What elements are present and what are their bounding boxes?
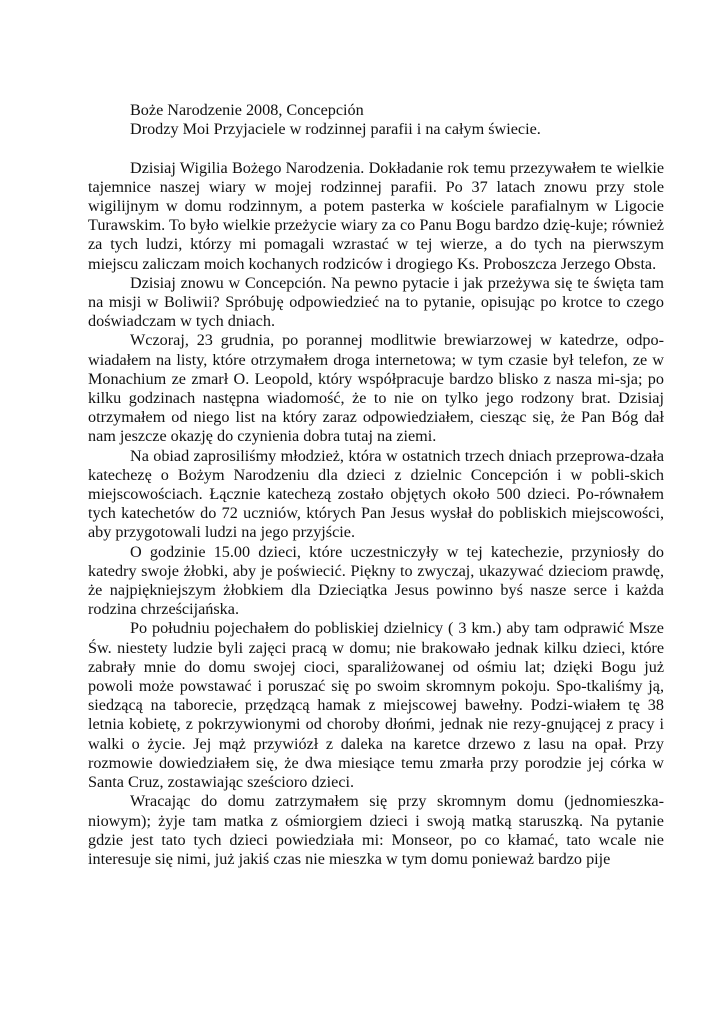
paragraph-wigilia: Dzisiaj Wigilia Bożego Narodzenia. Dokładanie rok temu przezywałem te wielkie tajemnice naszej wiary w mojej rodzinnej parafii. Po 37 latach znowu przy stole wigilijnym w domu rodzinnym, a potem pasterka w kościele parafialnym w Ligocie Turawskim. To było wielkie przeżycie wiary za co Panu Bogu bardzo dzię-kuje; również za tych ludzi, którzy mi pomagali wzrastać w tej wierze, a do tych na pierwszym miejscu zaliczam moich kochanych rodziców i drogiego Ks. Proboszcza Jerzego Obsta. — [88, 158, 664, 273]
paragraph-wczoraj: Wczoraj, 23 grudnia, po porannej modlitwie brewiarzowej w katedrze, odpo-wiadałem na listy, które otrzymałem droga internetowa; w tym czasie był telefon, ze w Monachium ze zmarł O. Leopold, który współpracuje bardzo blisko z nasza mi-sja; po kilku godzinach następna wiadomość, że to nie on tylko jego rodzony brat. Dzisiaj otrzymałem od niego list na który zaraz odpowiedziałem, ciesząc się, że Pan Bóg dał nam jeszcze okazję do czynienia dobra tutaj na ziemi. — [88, 331, 664, 446]
paragraph-wracajac: Wracając do domu zatrzymałem się przy skromnym domu (jednomieszka-niowym); żyje tam matka z ośmiorgiem dzieci i swoją matką staruszką. Na pytanie gdzie jest tato tych dzieci powiedziała mi: Monseor, po co kłamać, tato wcale nie interesuje się nimi, już jakiś czas nie mieszka w tym domu ponieważ bardzo pije — [88, 792, 664, 868]
date-line: Boże Narodzenie 2008, Concepción — [130, 101, 364, 119]
paragraph-obiad: Na obiad zaprosiliśmy młodzież, która w ostatnich trzech dniach przeprowa-dzała katechezę o Bożym Narodzeniu dla dzieci z dzielnic Concepción i w pobli-skich miejscowościach. Łącznie katechezą zostało objętych około 500 dzieci. Po-równałem tych katechetów do 72 uczniów, których Pan Jesus wysłał do pobliskich miejscowości, aby przygotowali ludzi na jego przyjście. — [88, 446, 664, 542]
paragraph-concepcion: Dzisiaj znowu w Concepción. Na pewno pytacie i jak przeżywa się te święta tam na misji w Boliwii? Spróbuję odpowiedzieć na to pytanie, opisując po krotce to czego doświadczam w tych dniach. — [88, 273, 664, 331]
greeting-line: Drodzy Moi Przyjaciele w rodzinnej parafii i na całym świecie. — [130, 120, 541, 139]
blank-line — [88, 139, 664, 158]
paragraph-poludnie: Po południu pojechałem do pobliskiej dzielnicy ( 3 km.) aby tam odprawić Msze Św. niestety ludzie byli zajęci pracą w domu; nie brakowało jednak kilku dzieci, które zabrały mnie do domu swojej cioci, sparaliżowanej od ośmiu lat; dzięki Bogu już powoli może powstawać i poruszać się po swoim skromnym pokoju. Spo-tkaliśmy ją, siedzącą na taborecie, przędzącą hamak z miejscowej bawełny. Podzi-wiałem tę 38 letnia kobietę, z pokrzywionymi od choroby dłońmi, jednak nie rezy-gnującej z pracy i walki o życie. Jej mąż przywiózł z daleka na karetce drzewo z lasu na opał. Przy rozmowie dowiedziałem się, że dwa miesiące temu zmarła przy porodzie jej córka w Santa Cruz, zostawiając sześcioro dzieci. — [88, 619, 664, 792]
paragraph-zlobki: O godzinie 15.00 dzieci, które uczestniczyły w tej katechezie, przyniosły do katedry swoje żłobki, aby je poświecić. Piękny to zwyczaj, ukazywać dzieciom prawdę, że najpiękniejszym żłobkiem dla Dzieciątka Jesus powinno byś nasze serce i każda rodzina chrześcijańska. — [88, 542, 664, 619]
letter-body — [88, 101, 664, 869]
